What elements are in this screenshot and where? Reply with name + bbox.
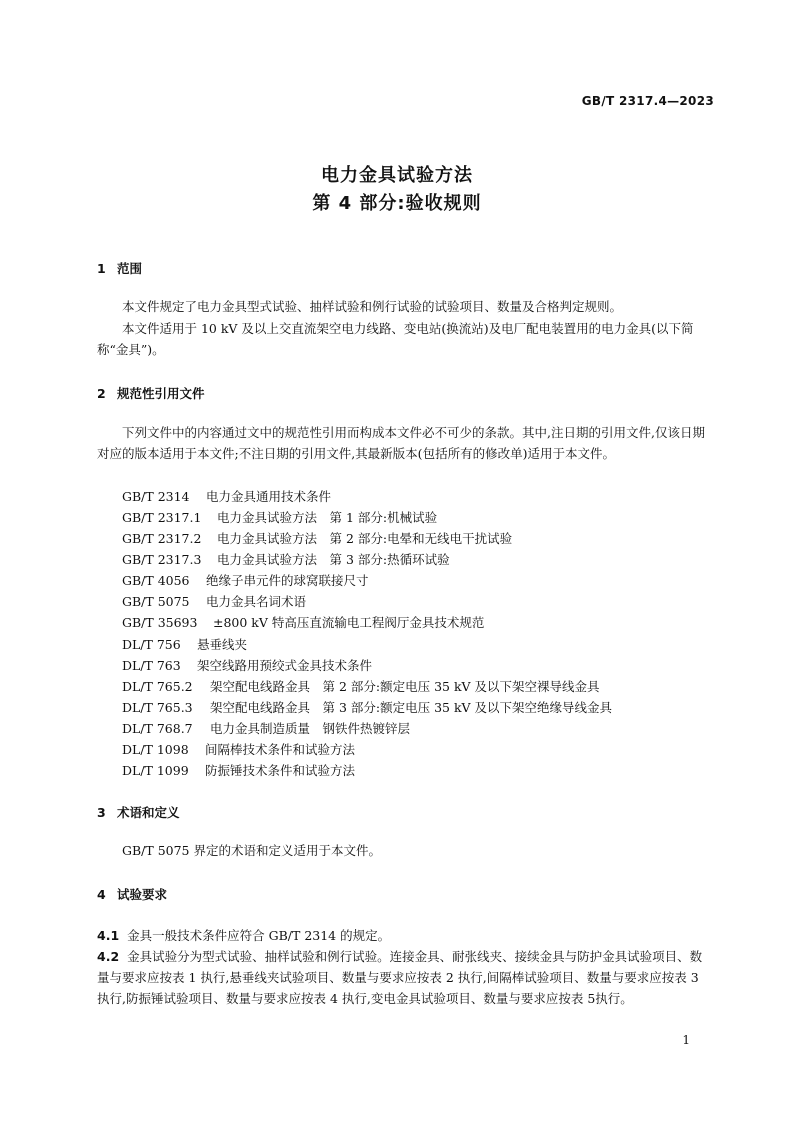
reference-code: DL/T 763 bbox=[122, 658, 181, 673]
reference-item bbox=[122, 740, 355, 758]
reference-code: GB/T 4056 bbox=[122, 573, 190, 588]
reference-title: 绝缘子串元件的球窝联接尺寸 bbox=[206, 573, 369, 588]
reference-title: 电力金具名词术语 bbox=[206, 594, 307, 609]
reference-item bbox=[122, 529, 512, 547]
reference-title: 间隔棒技术条件和试验方法 bbox=[205, 742, 356, 757]
reference-code: DL/T 768.7 bbox=[122, 721, 193, 736]
reference-item bbox=[122, 508, 437, 526]
reference-code: DL/T 765.3 bbox=[122, 700, 193, 715]
reference-title: 电力金具试验方法 第 3 部分:热循环试验 bbox=[217, 552, 450, 567]
clause-text: 金具一般技术条件应符合 GB/T 2314 的规定。 bbox=[127, 928, 391, 943]
reference-code: GB/T 5075 bbox=[122, 594, 190, 609]
section-4-heading bbox=[97, 885, 167, 903]
page-number: 1 bbox=[682, 1033, 690, 1047]
section-title: 术语和定义 bbox=[117, 805, 180, 820]
document-subtitle: 第 4 部分:验收规则 bbox=[312, 193, 482, 214]
document-title: 电力金具试验方法 bbox=[321, 165, 473, 186]
reference-item bbox=[122, 656, 372, 674]
reference-item bbox=[122, 635, 247, 653]
clause-number: 4.2 bbox=[97, 949, 120, 964]
reference-code: GB/T 2314 bbox=[122, 489, 190, 504]
reference-title: 电力金具制造质量 钢铁件热镀锌层 bbox=[210, 721, 411, 736]
clause-4-2 bbox=[97, 946, 713, 1009]
section-3-heading bbox=[97, 803, 180, 821]
reference-item bbox=[122, 487, 331, 505]
reference-item bbox=[122, 761, 355, 779]
reference-item bbox=[122, 592, 306, 610]
reference-code: GB/T 2317.1 bbox=[122, 510, 202, 525]
section-3-paragraph: GB/T 5075 界定的术语和定义适用于本文件。 bbox=[122, 843, 381, 858]
reference-item bbox=[122, 698, 612, 716]
section-title: 范围 bbox=[117, 261, 143, 276]
section-1-paragraph: 本文件规定了电力金具型式试验、抽样试验和例行试验的试验项目、数量及合格判定规则。 bbox=[122, 299, 623, 314]
reference-code: DL/T 765.2 bbox=[122, 679, 193, 694]
reference-item bbox=[122, 719, 410, 737]
section-number: 4 bbox=[97, 887, 106, 902]
reference-title: 架空线路用预绞式金具技术条件 bbox=[197, 658, 373, 673]
clause-4-1 bbox=[97, 925, 713, 946]
section-1-paragraph: 本文件适用于 10 kV 及以上交直流架空电力线路、变电站(换流站)及电厂配电装置用的电力金具(以下简称“金具”)。 bbox=[97, 321, 694, 357]
reference-title: 架空配电线路金具 第 2 部分:额定电压 35 kV 及以下架空裸导线金具 bbox=[210, 679, 600, 694]
reference-title: 电力金具试验方法 第 1 部分:机械试验 bbox=[217, 510, 438, 525]
section-title: 试验要求 bbox=[117, 887, 168, 902]
section-number: 3 bbox=[97, 805, 106, 820]
standard-number: GB/T 2317.4—2023 bbox=[581, 94, 714, 108]
reference-title: 架空配电线路金具 第 3 部分:额定电压 35 kV 及以下架空绝缘导线金具 bbox=[210, 700, 613, 715]
reference-title: 电力金具通用技术条件 bbox=[206, 489, 332, 504]
reference-title: 电力金具试验方法 第 2 部分:电晕和无线电干扰试验 bbox=[217, 531, 513, 546]
reference-item bbox=[122, 677, 600, 695]
reference-title: 悬垂线夹 bbox=[197, 637, 248, 652]
section-2-heading bbox=[97, 384, 205, 402]
reference-code: GB/T 35693 bbox=[122, 615, 198, 630]
clause-number: 4.1 bbox=[97, 928, 120, 943]
reference-code: DL/T 756 bbox=[122, 637, 181, 652]
section-title: 规范性引用文件 bbox=[117, 386, 205, 401]
reference-code: DL/T 1099 bbox=[122, 763, 189, 778]
reference-item bbox=[122, 550, 450, 568]
reference-title: 防振锤技术条件和试验方法 bbox=[205, 763, 356, 778]
section-2-intro: 下列文件中的内容通过文中的规范性引用而构成本文件必不可少的条款。其中,注日期的引用文件,仅该日期对应的版本适用于本文件;不注日期的引用文件,其最新版本(包括所有的修改单)适用于本文件。 bbox=[97, 425, 705, 461]
section-number: 2 bbox=[97, 386, 106, 401]
reference-code: GB/T 2317.3 bbox=[122, 552, 202, 567]
reference-item bbox=[122, 613, 484, 631]
reference-title: ±800 kV 特高压直流输电工程阀厅金具技术规范 bbox=[213, 615, 485, 630]
reference-item bbox=[122, 571, 369, 589]
clause-text: 金具试验分为型式试验、抽样试验和例行试验。连接金具、耐张线夹、接续金具与防护金具试验项目、数量与要求应按表 1 执行,悬垂线夹试验项目、数量与要求应按表 2 执行,间隔棒试验项目、数量与要求应按表 3 执行,防振锤试验项目、数量与要求应按表 4 执行,变电金具试验项目、数量与要求应按表 5执行。 bbox=[97, 949, 703, 1006]
section-number: 1 bbox=[97, 261, 106, 276]
section-1-heading bbox=[97, 259, 142, 277]
reference-code: GB/T 2317.2 bbox=[122, 531, 202, 546]
reference-code: DL/T 1098 bbox=[122, 742, 189, 757]
